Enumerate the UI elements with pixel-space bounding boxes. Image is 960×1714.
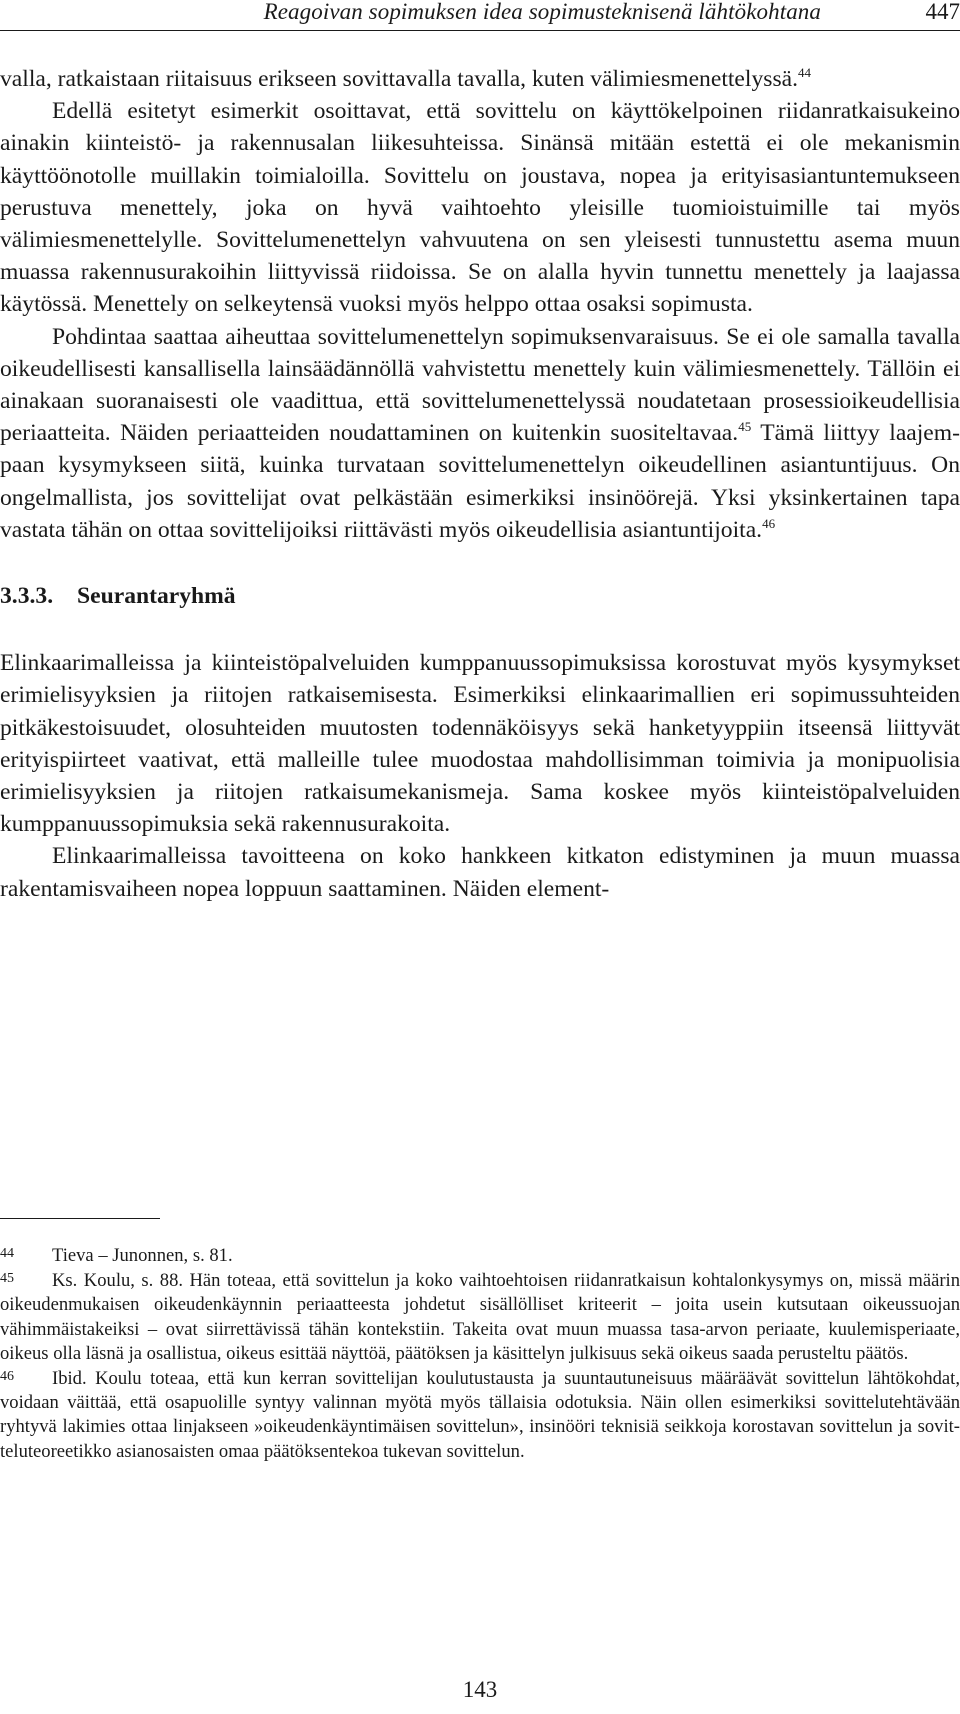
- paragraph: [0, 321, 960, 546]
- running-header: [0, 0, 960, 30]
- footnote-45: 45 Ks. Koulu, s. 88. Hän toteaa, että sovittelun ja koko vaihtoehtoisen riidanratkaisun kohtalonkysymys on, missä määrin oikeudenmukaisen oikeudenkäynnin periaatteesta johdetut sisällölliset kriteerit – joita usein kutsutaan oikeussuojan vähimmäistakeiksi – ovat siirrettävissä tähän kontekstiin. Takeita ovat muun muassa tasa-arvon periaate, kuulemisperiaate, oikeus olla läsnä ja osallistua, oikeus esittää näyttöä, päätöksen ja käsittelyn julkisuus sekä oikeus saada perusteltu päätös.: [0, 1270, 960, 1364]
- footnote-text: Tieva – Junonnen, s. 81.: [52, 1245, 233, 1266]
- footnote-46: 46 Ibid. Koulu toteaa, että kun kerran sovittelijan koulutustausta ja suuntautuneisuus määräävät sovittelun lähtökohdat, voidaan väittää, että osapuolille syntyy valinnan myötä myös tällaisia odotuksia. Näin ollen esimerkiksi sovittelutehtävään ryhtyvä lakimies ottaa linjakseen »oikeudenkäyntimäisen sovittelun», insinööri teknisiä seikkoja korostavan sovittelun ja sovitteluteoreetikko asianosaisten omaa päätöksentekoa tukevan sovittelun.: [0, 1368, 960, 1462]
- footnote-text: Ks. Koulu, s. 88. Hän toteaa, että sovittelun ja koko vaihtoehtoisen riidanratkaisun kohtalonkysymys on, missä määrin oikeudenmukaisen oikeudenkäynnin periaatteesta johdetut sisällölliset kriteerit – joita usein kutsutaan oikeussuojan vähimmäistakeiksi – ovat siirrettävissä tähän kontekstiin. Takeita ovat muun muassa tasa-arvon periaate, kuulemisperiaate, oikeus olla läsnä ja osallistua, oikeus esittää näyttöä, päätöksen ja käsittelyn julkisuus sekä oikeus saada perusteltu päätös.: [0, 1270, 960, 1364]
- section-number: 3.3.3.: [0, 583, 54, 610]
- header-page-number: 447: [925, 0, 960, 24]
- footnote-ref-45[interactable]: 45: [738, 419, 752, 435]
- body-text: [0, 63, 960, 905]
- paragraph-text: Pohdintaa saattaa aiheuttaa sovittelumenettelyn sopimuksenvaraisuus. Se ei ole samalla tavalla oikeudellisesti kansallisella lainsäädännöllä vahvistettu menettely kuin välimiesmenettely. Tällöin ei ainakaan suoranaisesti ole vaadittua, että sovittelumenettelyssä noudatetaan prosessioikeudellisia periaatteita. Näiden periaatteiden noudattaminen on kuitenkin suositeltavaa.: [0, 323, 960, 447]
- section-title: Seurantaryhmä: [77, 583, 236, 610]
- footer-page-number: 143: [462, 1677, 498, 1702]
- paragraph: Elinkaarimalleissa tavoitteena on koko hankkeen kitkaton edistyminen ja muun muassa rakentamisvaiheen nopea loppuun saattaminen. Näiden element-: [0, 843, 960, 902]
- paragraph: [0, 63, 960, 95]
- header-rule: [0, 30, 960, 31]
- footnotes: [0, 1244, 960, 1465]
- section-heading: [0, 580, 960, 612]
- footnote-44: 44 Tieva – Junonnen, s. 81.: [0, 1245, 233, 1266]
- footnote-text: Ibid. Koulu toteaa, että kun kerran sovittelijan koulutustausta ja suuntautuneisuus määräävät sovittelun lähtökohdat, voidaan väittää, että osapuolille syntyy valinnan myötä myös tällaisia odotuksia. Näin ollen esimerkiksi sovittelutehtävään ryhtyvä lakimies ottaa linjakseen »oikeudenkäyntimäisen sovittelun», insinööri teknisiä seikkoja korostavan sovittelun ja sovitteluteoreetikko asianosaisten omaa päätöksentekoa tukevan sovittelun.: [0, 1368, 960, 1462]
- paragraph: Edellä esitetyt esimerkit osoittavat, että sovittelu on käyttökelpoinen riidanratkaisukeino ainakin kiinteistö- ja rakennusalan liikesuhteissa. Sinänsä mitään estettä ei ole mekanismin käyttöönotolle muillakin toimialoilla. Sovittelu on joustava, nopea ja erityisasiantuntemukseen perustuva menettely, joka on hyvä vaihtoehto yleisille tuomioistuimille tai myös välimiesmenettelylle. Sovittelumenettelyn vahvuutena on sen yleisesti tunnustettu asema muun muassa rakennusurakoihin liittyvissä riidoissa. Se on alalla hyvin tunnettu menettely ja laajassa käytössä. Menettely on selkeytensä vuoksi myös helppo ottaa osaksi sopimusta.: [0, 98, 960, 318]
- footnote-rule: [0, 1218, 160, 1219]
- paragraph: Elinkaarimalleissa ja kiinteistöpalveluiden kumppanuussopimuksissa korostuvat myös kysymykset erimielisyyksien ja riitojen ratkaisemisesta. Esimerkiksi elinkaarimallien eri sopimussuhteiden pitkäkestoisuudet, olosuhteiden muutosten todennäköisyys sekä hanketyyppiin itseensä liittyvät erityispiirteet vaativat, että malleille tulee muodostaa mahdollisimman toimivia ja monipuolisia erimielisyyksien ja riitojen ratkaisumekanismeja. Sama koskee myös kiinteistöpalveluiden kumppanuussopimuksia sekä rakennusurakoita.: [0, 650, 960, 838]
- paragraph-text: valla, ratkaistaan riitaisuus erikseen sovittavalla tavalla, kuten välimiesmenettelyssä.: [0, 66, 798, 92]
- footnote-ref-46[interactable]: 46: [762, 515, 776, 531]
- paragraph-text: Tämä liittyy laajempaan kysymykseen siitä, kuinka turvataan sovittelumenettelyn oikeudellinen asiantuntijuus. On ongelmallista, jos sovittelijat ovat pelkästään esimerkiksi insinöörejä. Yksi yksinkertainen tapa vastata tähän on ottaa sovittelijoiksi riittävästi myös oikeudellisia asiantuntijoita.: [0, 420, 960, 543]
- running-title: Reagoivan sopimuksen idea sopimusteknisenä lähtökohtana: [263, 0, 821, 24]
- footnote-ref-44[interactable]: 44: [798, 65, 811, 81]
